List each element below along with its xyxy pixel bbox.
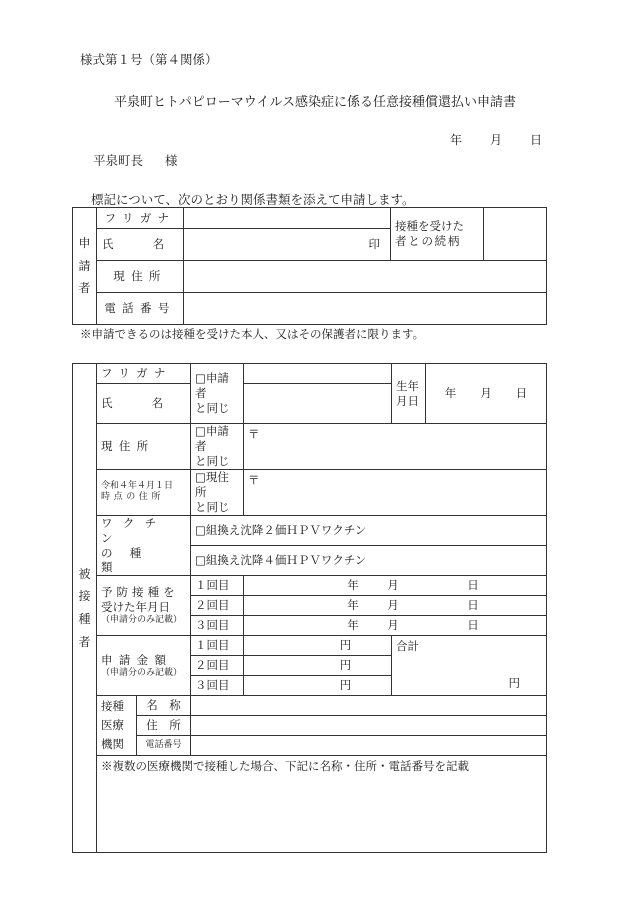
multiple-clinics-field[interactable] xyxy=(97,756,547,853)
clinic-label: 接種 医療 機関 xyxy=(97,696,137,756)
amount-label: 申請金額 （申請分のみ記載） xyxy=(97,636,191,696)
birth-date-field[interactable]: 年 月 日 xyxy=(426,364,547,424)
applicant-phone-field[interactable] xyxy=(184,293,547,325)
amount-field[interactable]: 円 xyxy=(244,676,392,696)
date-month-label: 月 xyxy=(489,133,502,147)
clinic-phone-label: 電話番号 xyxy=(137,736,191,756)
applicant-furigana-label: フリガナ xyxy=(97,208,184,229)
vaccine-type-label: ワクチン の種類 xyxy=(97,515,191,576)
total-amount-field[interactable] xyxy=(392,636,547,696)
applicant-name-label: 氏 名 xyxy=(97,229,184,261)
same-as-current-address-checkbox[interactable]: □現住所 と同じ xyxy=(191,469,244,515)
same-as-applicant-address-checkbox[interactable]: □申請者 と同じ xyxy=(191,424,244,470)
clinic-phone-field[interactable] xyxy=(191,736,547,756)
date-day-label: 日 xyxy=(529,133,542,147)
recipient-address-field[interactable] xyxy=(244,424,547,470)
postal-mark: 〒 xyxy=(248,427,260,441)
same-as-applicant-checkbox[interactable]: □申請者 と同じ xyxy=(191,364,244,424)
amount-field[interactable]: 円 xyxy=(244,636,392,656)
recipient-furigana-field[interactable] xyxy=(244,364,392,384)
dose-label: ３回目 xyxy=(191,616,244,636)
dose-date-field[interactable]: 年 月 日 xyxy=(244,596,547,616)
addressee xyxy=(93,151,178,169)
addressee-honorific: 様 xyxy=(165,153,178,168)
vaccine-option-bivalent[interactable]: □組換え沈降２価ＨＰＶワクチン xyxy=(191,515,547,545)
form-number: 様式第１号（第４関係） xyxy=(80,52,218,67)
relation-field[interactable] xyxy=(484,208,547,261)
past-address-label: 令和４年４月１日 時点の住所 xyxy=(97,469,191,515)
dose-label: １回目 xyxy=(191,576,244,596)
amount-field[interactable]: 円 xyxy=(244,656,392,676)
clinic-address-field[interactable] xyxy=(191,716,547,736)
applicant-name-field[interactable] xyxy=(184,229,391,261)
applicant-table xyxy=(72,207,547,325)
recipient-address-label: 現住所 xyxy=(97,424,191,470)
clinic-name-label: 名 称 xyxy=(137,696,191,716)
recipient-section-label: 被 接 種 者 xyxy=(73,364,97,853)
recipient-name-field[interactable] xyxy=(244,384,392,424)
total-yen: 円 xyxy=(508,676,521,691)
dose-label: ３回目 xyxy=(191,676,244,696)
document-title: 平泉町ヒトパピローマウイルス感染症に係る任意接種償還払い申請書 xyxy=(114,95,516,110)
applicant-section-label: 申 請 者 xyxy=(73,208,97,325)
multiple-clinics-note: ※複数の医療機関で接種した場合、下記に名称・住所・電話番号を記載 xyxy=(101,759,469,774)
clinic-name-field[interactable] xyxy=(191,696,547,716)
addressee-name: 平泉町長 xyxy=(93,153,144,168)
recipient-name-label: 氏 名 xyxy=(97,384,191,424)
recipient-furigana-label: フリガナ xyxy=(97,364,191,384)
applicant-furigana-field[interactable] xyxy=(184,208,391,229)
date-year-label: 年 xyxy=(449,133,462,147)
dose-label: ２回目 xyxy=(191,596,244,616)
dose-date-field[interactable]: 年 月 日 xyxy=(244,616,547,636)
recipient-table xyxy=(72,363,547,853)
past-address-field[interactable]: 〒 xyxy=(244,469,547,515)
applicant-address-field[interactable] xyxy=(184,261,547,293)
clinic-address-label: 住 所 xyxy=(137,716,191,736)
intro-text: 標記について、次のとおり関係書類を添えて申請します。 xyxy=(91,192,415,207)
applicant-phone-label: 電話番号 xyxy=(97,293,184,325)
birth-date-label: 生年 月日 xyxy=(392,364,426,424)
relation-label: 接種を受けた 者との続柄 xyxy=(391,208,484,261)
applicant-address-label: 現住所 xyxy=(97,261,184,293)
seal-mark: 印 xyxy=(368,237,380,252)
dose-label: １回目 xyxy=(191,636,244,656)
dose-label: ２回目 xyxy=(191,656,244,676)
vaccination-date-label: 予防接種を 受けた年月日 （申請分のみ記載） xyxy=(97,576,191,636)
dose-date-field[interactable]: 年 月 日 xyxy=(244,576,547,596)
vaccine-option-quadrivalent[interactable]: □組換え沈降４価ＨＰＶワクチン xyxy=(191,546,547,576)
applicant-note: ※申請できるのは接種を受けた本人、又はその保護者に限ります。 xyxy=(80,327,425,341)
application-date xyxy=(450,131,542,148)
total-label: 合計 xyxy=(396,639,420,654)
